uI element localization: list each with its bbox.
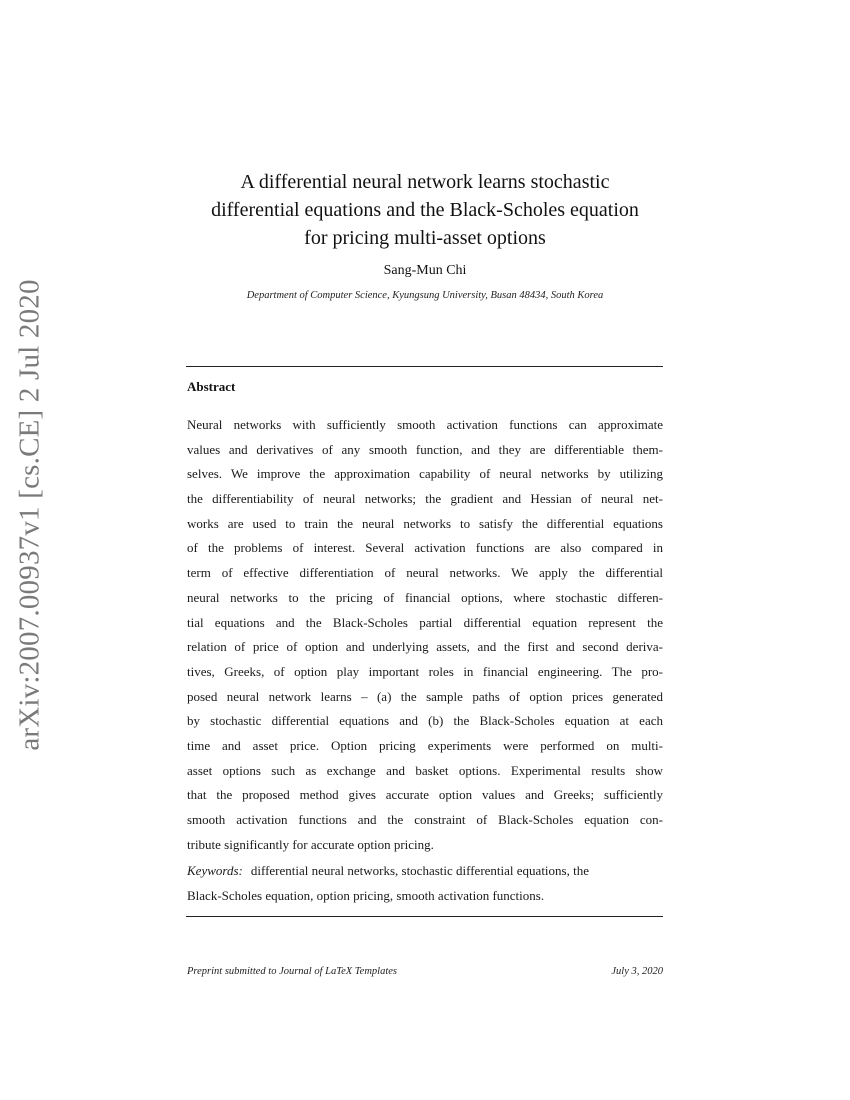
keywords-text: differential neural networks, stochastic differential equations, the [250,863,589,878]
abstract-line: selves. We improve the approximation capability of neural networks by utilizing [187,466,663,482]
abstract-line: relation of price of option and underlying assets, and the first and second deriva- [187,639,663,655]
abstract-line: time and asset price. Option pricing experiments were performed on multi- [187,737,663,753]
abstract-heading: Abstract [187,379,236,394]
keywords-line: Black-Scholes equation, option pricing, smooth activation functions. [187,887,545,903]
abstract-line: neural networks to the pricing of financial options, where stochastic differen- [187,589,663,605]
abstract-line: tives, Greeks, of option play important roles in financial engineering. The pro- [187,663,663,679]
footer-date: July 3, 2020 [611,966,663,977]
abstract-line: by stochastic differential equations and (b) the Black-Scholes equation at each [187,713,663,729]
abstract-line: of the problems of interest. Several activation functions are also compared in [187,540,663,556]
abstract-line: asset options such as exchange and basket options. Experimental results show [187,762,663,778]
keywords-block [187,859,663,908]
abstract-body [187,413,663,857]
abstract-line: values and derivatives of any smooth function, and they are differentiable them- [187,441,663,457]
abstract-line: that the proposed method gives accurate option values and Greeks; sufficiently [187,787,663,803]
author-affiliation: Department of Computer Science, Kyungsung University, Busan 48434, South Korea [246,290,604,301]
abstract-top-rule [186,366,663,367]
abstract-line: tial equations and the Black-Scholes partial differential equation represent the [187,614,663,630]
arxiv-identifier-text: arXiv:2007.00937v1 [cs.CE] 2 Jul 2020 [13,279,46,751]
abstract-line: the differentiability of neural networks; the gradient and Hessian of neural net- [187,491,663,507]
author-name: Sang-Mun Chi [383,263,467,278]
abstract-line: tribute significantly for accurate option pricing. [187,836,434,852]
abstract-line: posed neural network learns – (a) the sample paths of option prices generated [187,688,663,704]
paper-title [150,168,700,252]
title-line: differential equations and the Black-Scholes equation [211,199,639,221]
keywords-line [187,859,663,884]
arxiv-identifier-stamp [10,279,50,751]
abstract-line: works are used to train the neural networks to satisfy the differential equations [187,515,663,531]
abstract-line: Neural networks with sufficiently smooth activation functions can approximate [187,417,663,432]
title-line: for pricing multi-asset options [304,227,546,249]
abstract-line: term of effective differentiation of neural networks. We apply the differential [187,565,663,581]
abstract-line: smooth activation functions and the constraint of Black-Scholes equation con- [187,812,663,827]
keywords-label: Keywords: [187,863,243,878]
title-line: A differential neural network learns stochastic [240,171,610,193]
abstract-bottom-rule [186,916,663,917]
footer-preprint-note: Preprint submitted to Journal of LaTeX Templates [187,966,398,977]
